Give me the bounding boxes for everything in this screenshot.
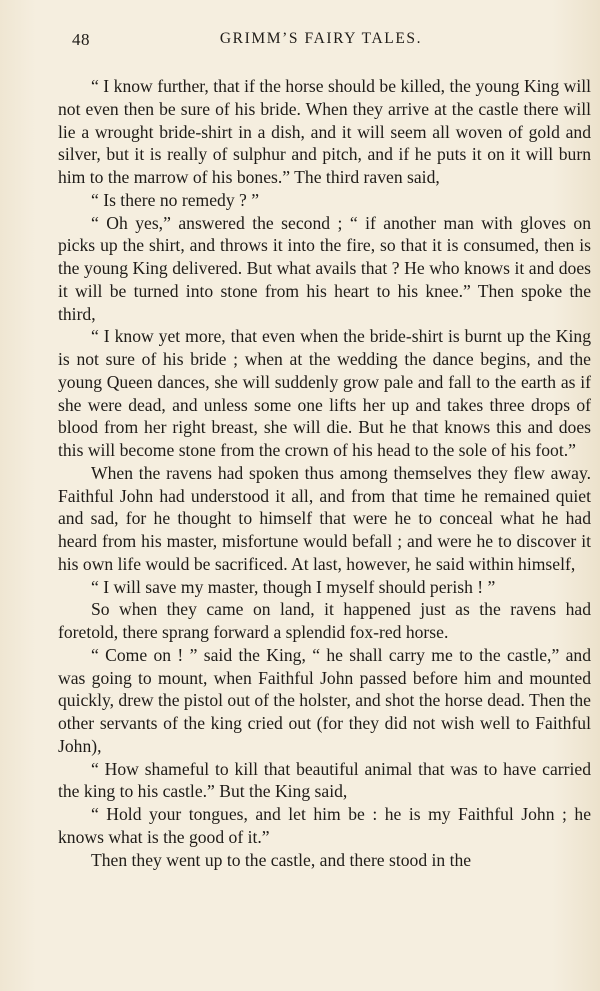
paragraph: So when they came on land, it happened just as the ravens had foretold, there sprang forward a splendid fox-red horse. bbox=[58, 599, 591, 642]
paragraph: “ I will save my master, though I myself should perish ! ” bbox=[91, 576, 496, 597]
paragraph: “ Is there no remedy ? ” bbox=[91, 189, 260, 210]
paragraph: “ How shameful to kill that beautiful animal that was to have carried the king to his castle.” But the King said, bbox=[58, 758, 591, 802]
paragraph: “ Oh yes,” answered the second ; “ if another man with gloves on picks up the shirt, and throws it into the fire, so that it is consumed, then is the young King delivered. But what avails that ? He who knows it and does it will be turned into stone from his heart to his knee.” Then spoke the third, bbox=[58, 212, 591, 324]
paragraph: “ Come on ! ” said the King, “ he shall carry me to the castle,” and was going to mount, when Faithful John passed before him and mounted quickly, drew the pistol out of the holster, and shot the horse dead. Then the other servants of the king cried out (for they did not wish well to Faithful John), bbox=[58, 644, 591, 756]
page-number: 48 bbox=[72, 30, 90, 49]
page-body bbox=[58, 75, 591, 871]
paragraph: “ I know further, that if the horse should be killed, the young King will not even then be sure of his bride. When they arrive at the castle there will lie a wrought bride-shirt in a dish, and it will seem all woven of gold and silver, but it is really of sulphur and pitch, and if he puts it on it will burn him to the marrow of his bones.” The third raven said, bbox=[58, 76, 591, 187]
paragraph: “ Hold your tongues, and let him be : he is my Faithful John ; he knows what is the good of it.” bbox=[58, 804, 591, 847]
paragraph: Then they went up to the castle, and there stood in the bbox=[91, 849, 472, 870]
paragraph: “ I know yet more, that even when the bride-shirt is burnt up the King is not sure of his bride ; when at the wedding the dance begins, and the young Queen dances, she will suddenly grow pale and fall to the earth as if she were dead, and unless some one lifts her up and takes three drops of blood from her right breast, she will die. But he that knows this and does this will become stone from the crown of his head to the sole of his foot.” bbox=[58, 326, 591, 460]
page-header bbox=[72, 30, 570, 60]
paragraph: When the ravens had spoken thus among themselves they flew away. Faithful John had understood it all, and from that time he remained quiet and sad, for he thought to himself that were he to conceal what he had heard from his master, misfortune would befall ; and were he to discover it his own life would be sacrificed. At last, however, he said within himself, bbox=[58, 462, 591, 574]
running-head: GRIMM’S FAIRY TALES. bbox=[219, 30, 423, 47]
